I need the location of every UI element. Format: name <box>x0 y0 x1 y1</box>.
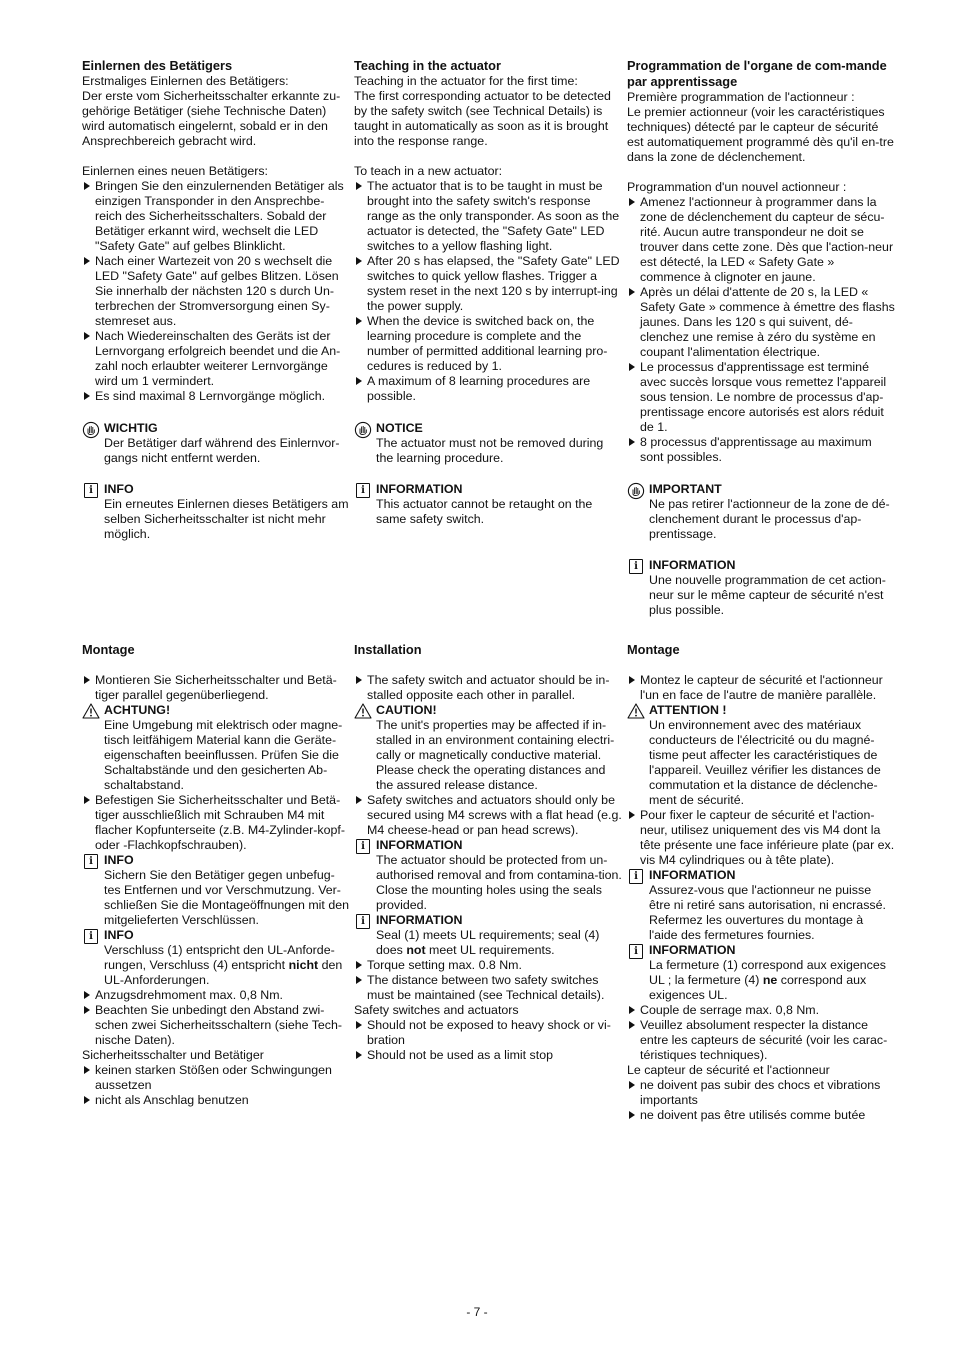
paragraph: Le premier actionneur (voir les caractéristiques techniques) détecté par le capteur de sécurité est automatiquement programmé dès qu'il en-tre dans la zone de déclenchement. <box>627 105 894 164</box>
info-icon: i <box>627 868 649 886</box>
caution-box <box>82 703 350 793</box>
bullet-arrow-icon <box>354 793 367 838</box>
info-icon: i <box>354 838 376 856</box>
paragraph: Sicherheitsschalter und Betätiger <box>82 1048 264 1062</box>
teach-section <box>627 58 895 618</box>
list-item: Torque setting max. 0.8 Nm. <box>354 958 622 973</box>
bullet-arrow-icon <box>627 1003 640 1018</box>
list-item: After 20 s has elapsed, the "Safety Gate" LED switches to quick yellow flashes. Trigger a system reset in the next 120 s by interrupt-ing the power supply. <box>354 254 622 314</box>
bullet-arrow-icon <box>627 360 640 435</box>
info-icon: i <box>354 482 376 500</box>
info-title: INFORMATION <box>376 482 463 496</box>
info-text: Verschluss (1) entspricht den UL-Anforde-rungen, Verschluss (4) entspricht nicht den UL-Anforderungen. <box>104 943 343 987</box>
list-item: ne doivent pas subir des chocs et vibrations importants <box>627 1078 895 1108</box>
list-item: Montez le capteur de sécurité et l'actionneur l'un en face de l'autre de manière parallèle. <box>627 673 895 703</box>
paragraph: Teaching in the actuator for the first time: <box>354 74 578 88</box>
bullet-arrow-icon <box>627 195 640 285</box>
list-item: The distance between two safety switches must be maintained (see Technical details). <box>354 973 622 1003</box>
teach-section <box>354 58 622 527</box>
list-item: Couple de serrage max. 0,8 Nm. <box>627 1003 895 1018</box>
list-item: nicht als Anschlag benutzen <box>82 1093 350 1108</box>
bullet-arrow-icon <box>82 673 95 703</box>
caution-title: ATTENTION ! <box>649 703 727 717</box>
paragraph: Erstmaliges Einlernen des Betätigers: <box>82 74 289 88</box>
list-item: Safety switches and actuators should only be secured using M4 screws with a flat head (e.g. M4 cheese-head or pan head screws). <box>354 793 622 838</box>
paragraph: Première programmation de l'actionneur : <box>627 90 855 104</box>
info-text: Sichern Sie den Betätiger gegen unbefug-tes Entfernen und vor Verschmutzung. Ver-schließen Sie die Montageöffnungen mit den mitgelieferten Verschlüssen. <box>104 868 349 927</box>
info-box <box>354 482 622 527</box>
page-number: - 7 - <box>466 1305 488 1319</box>
paragraph: Der erste vom Sicherheitsschalter erkannte zu-gehörige Betätiger (siehe Technische Daten) wird automatisch eingelernt, sobald er in den Ansprechbereich gebracht wird. <box>82 89 341 148</box>
info-box <box>82 928 350 988</box>
info-box <box>354 913 622 958</box>
bullet-arrow-icon <box>82 389 95 404</box>
info-box <box>627 868 895 943</box>
bullet-arrow-icon <box>82 329 95 389</box>
caution-title: ACHTUNG! <box>104 703 171 717</box>
paragraph: The first corresponding actuator to be detected by the safety switch (see Technical Details) is taught in automatically as soon as it is brought into the response range. <box>354 89 611 148</box>
notice-title: WICHTIG <box>104 421 158 435</box>
notice-box <box>627 482 895 542</box>
info-text: The actuator should be protected from un-authorised removal and from contamina-tion. Close the mounting holes using the seals provided. <box>376 853 622 912</box>
bullet-arrow-icon <box>354 374 367 404</box>
section-heading: Montage <box>82 642 135 657</box>
bullet-arrow-icon <box>354 1048 367 1063</box>
notice-text: The actuator must not be removed during the learning procedure. <box>376 436 604 465</box>
bullet-arrow-icon <box>354 958 367 973</box>
hand-icon <box>627 482 649 500</box>
bullet-arrow-icon <box>627 1108 640 1123</box>
list-item: Pour fixer le capteur de sécurité et l'action-neur, utilisez uniquement des vis M4 dont la tête présente une face inférieure plate (par ex. vis M4 cylindriques ou à tête plate). <box>627 808 895 868</box>
info-title: INFO <box>104 928 134 942</box>
notice-text: Der Betätiger darf während des Einlernvor-gangs nicht entfernt werden. <box>104 436 340 465</box>
notice-box <box>354 421 622 466</box>
info-box <box>627 943 895 1003</box>
bullet-arrow-icon <box>82 1093 95 1108</box>
mounting-section <box>82 642 350 1108</box>
bullet-arrow-icon <box>354 179 367 254</box>
notice-text: Ne pas retirer l'actionneur de la zone de dé-clenchement durant le processus d'ap-prentissage. <box>649 497 890 541</box>
bullet-arrow-icon <box>354 314 367 374</box>
list-item: Le processus d'apprentissage est terminé avec succès lorsque vous remettez l'appareil sous tension. Le nombre de processus d'ap-prentissage encore autorisés est alors réduit de 1. <box>627 360 895 435</box>
section-heading: Montage <box>627 642 680 657</box>
list-item: Nach Wiedereinschalten des Geräts ist der Lernvorgang erfolgreich beendet und die An-zahl noch erlaubter weiterer Lernvorgänge wird um 1 vermindert. <box>82 329 350 389</box>
list-item: Befestigen Sie Sicherheitsschalter und Betä-tiger ausschließlich mit Schrauben M4 mit flacher Kopfunterseite (z.B. M4-Zylinder-kopf- oder -Flachkopfschrauben). <box>82 793 350 853</box>
caution-box <box>627 703 895 808</box>
bullet-arrow-icon <box>82 988 95 1003</box>
list-item: Après un délai d'attente de 20 s, la LED « Safety Gate » commence à émettre des flashs jaunes. Dans les 120 s qui suivent, dé-clenchez une remise à zéro du système en coupant l'alimentation électrique. <box>627 285 895 360</box>
bullet-arrow-icon <box>627 435 640 465</box>
bullet-arrow-icon <box>82 793 95 853</box>
mounting-section <box>354 642 622 1063</box>
bullet-arrow-icon <box>354 254 367 314</box>
notice-title: IMPORTANT <box>649 482 722 496</box>
list-item: Veuillez absolument respecter la distance entre les capteurs de sécurité (voir les carac-téristiques techniques). <box>627 1018 895 1063</box>
list-item: Beachten Sie unbedingt den Abstand zwi-schen zwei Sicherheitsschaltern (siehe Tech-nische Daten). <box>82 1003 350 1048</box>
bullet-arrow-icon <box>82 1063 95 1093</box>
section-heading: Einlernen des Betätigers <box>82 58 233 73</box>
warning-icon <box>354 703 376 721</box>
list-item: ne doivent pas être utilisés comme butée <box>627 1108 895 1123</box>
caution-box <box>354 703 622 793</box>
info-box <box>627 558 895 618</box>
info-title: INFORMATION <box>649 943 736 957</box>
list-item: 8 processus d'apprentissage au maximum sont possibles. <box>627 435 895 465</box>
paragraph: Programmation d'un nouvel actionneur : <box>627 180 847 194</box>
list-item: A maximum of 8 learning procedures are possible. <box>354 374 622 404</box>
list-item: When the device is switched back on, the learning procedure is complete and the number of permitted additional learning pro-cedures is reduced by 1. <box>354 314 622 374</box>
info-icon: i <box>354 913 376 931</box>
info-box <box>82 482 350 542</box>
info-icon: i <box>627 558 649 576</box>
bullet-arrow-icon <box>82 254 95 329</box>
hand-icon <box>354 421 376 439</box>
info-title: INFO <box>104 853 134 867</box>
caution-text: The unit's properties may be affected if in-stalled in an environment containing electri-cally or magnetically conductive material. Please check the operating distances and the assured release distance. <box>376 718 615 792</box>
caution-text: Eine Umgebung mit elektrisch oder magne-tisch leitfähigem Material kann die Geräte-eigenschaften beeinflussen. Prüfen Sie die Schaltabstände und den gesicherten Ab-schaltabstand. <box>104 718 343 792</box>
info-title: INFORMATION <box>376 838 463 852</box>
info-title: INFORMATION <box>376 913 463 927</box>
info-icon: i <box>82 928 104 946</box>
bullet-arrow-icon <box>627 285 640 360</box>
hand-icon <box>82 421 104 439</box>
section-heading: Installation <box>354 642 422 657</box>
info-icon: i <box>82 853 104 871</box>
teach-section <box>82 58 350 542</box>
info-text: Une nouvelle programmation de cet action-neur sur le même capteur de sécurité n'est plus possible. <box>649 573 886 617</box>
list-item: Bringen Sie den einzulernenden Betätiger als einzigen Transponder in den Ansprechbe-reich des Sicherheitsschalters. Sobald der Betätiger erkannt wird, wechselt die LED "Safety Gate" auf gelbes Blinklicht. <box>82 179 350 254</box>
info-icon: i <box>82 482 104 500</box>
list-item: Montieren Sie Sicherheitsschalter und Betä-tiger parallel gegenüberliegend. <box>82 673 350 703</box>
list-item: keinen starken Stößen oder Schwingungen aussetzen <box>82 1063 350 1093</box>
info-text: Seal (1) meets UL requirements; seal (4) does not meet UL requirements. <box>376 928 600 957</box>
info-text: La fermeture (1) correspond aux exigences UL ; la fermeture (4) ne correspond aux exigences UL. <box>649 958 886 1002</box>
bullet-arrow-icon <box>354 673 367 703</box>
list-item: Anzugsdrehmoment max. 0,8 Nm. <box>82 988 350 1003</box>
list-item: Es sind maximal 8 Lernvorgänge möglich. <box>82 389 350 404</box>
list-item: The safety switch and actuator should be in-stalled opposite each other in parallel. <box>354 673 622 703</box>
bullet-arrow-icon <box>354 973 367 1003</box>
info-text: This actuator cannot be retaught on the same safety switch. <box>376 497 593 526</box>
mounting-section <box>627 642 895 1123</box>
list-item: Should not be used as a limit stop <box>354 1048 622 1063</box>
info-title: INFORMATION <box>649 558 736 572</box>
bullet-arrow-icon <box>627 808 640 868</box>
list-item: The actuator that is to be taught in must be brought into the safety switch's response range as the only transponder. As soon as the actuator is detected, the "Safety Gate" LED switches to a yellow flashing light. <box>354 179 622 254</box>
bullet-arrow-icon <box>82 179 95 254</box>
paragraph: To teach in a new actuator: <box>354 164 503 178</box>
section-heading: Teaching in the actuator <box>354 58 501 73</box>
info-icon: i <box>627 943 649 961</box>
bullet-arrow-icon <box>627 673 640 703</box>
bullet-arrow-icon <box>354 1018 367 1048</box>
bullet-arrow-icon <box>627 1018 640 1063</box>
info-title: INFO <box>104 482 134 496</box>
warning-icon <box>627 703 649 721</box>
caution-text: Un environnement avec des matériaux conducteurs de l'électricité ou du magné-tisme peut affecter les caractéristiques de l'appareil. Veuillez vérifier les distances de commutation et la distance de déclenche-ment de sécurité. <box>649 718 881 807</box>
list-item: Amenez l'actionneur à programmer dans la zone de déclenchement du capteur de sécu-rité. Aucun autre transpondeur ne doit se trouver dans cette zone. Dès que l'action-neur est détecté, la LED « Safety Gate » commence à clignoter en jaune. <box>627 195 895 285</box>
bullet-arrow-icon <box>627 1078 640 1108</box>
info-text: Ein erneutes Einlernen dieses Betätigers am selben Sicherheitsschalter ist nicht mehr möglich. <box>104 497 349 541</box>
caution-title: CAUTION! <box>376 703 437 717</box>
paragraph: Le capteur de sécurité et l'actionneur <box>627 1063 830 1077</box>
paragraph: Safety switches and actuators <box>354 1003 519 1017</box>
notice-title: NOTICE <box>376 421 423 435</box>
paragraph: Einlernen eines neuen Betätigers: <box>82 164 268 178</box>
warning-icon <box>82 703 104 721</box>
notice-box <box>82 421 350 466</box>
list-item: Nach einer Wartezeit von 20 s wechselt die LED "Safety Gate" auf gelbes Blitzen. Lösen Sie innerhalb der nächsten 120 s durch Un-terbrechen der Stromversorgung einen Sy-stemreset aus. <box>82 254 350 329</box>
bullet-arrow-icon <box>82 1003 95 1048</box>
section-heading: Programmation de l'organe de com-mande par apprentissage <box>627 58 887 89</box>
info-title: INFORMATION <box>649 868 736 882</box>
info-box <box>354 838 622 913</box>
info-box <box>82 853 350 928</box>
list-item: Should not be exposed to heavy shock or vi-bration <box>354 1018 622 1048</box>
info-text: Assurez-vous que l'actionneur ne puisse être ni retiré sans autorisation, ni encrassé. Refermez les ouvertures du montage à l'aide des fermetures fournies. <box>649 883 886 942</box>
